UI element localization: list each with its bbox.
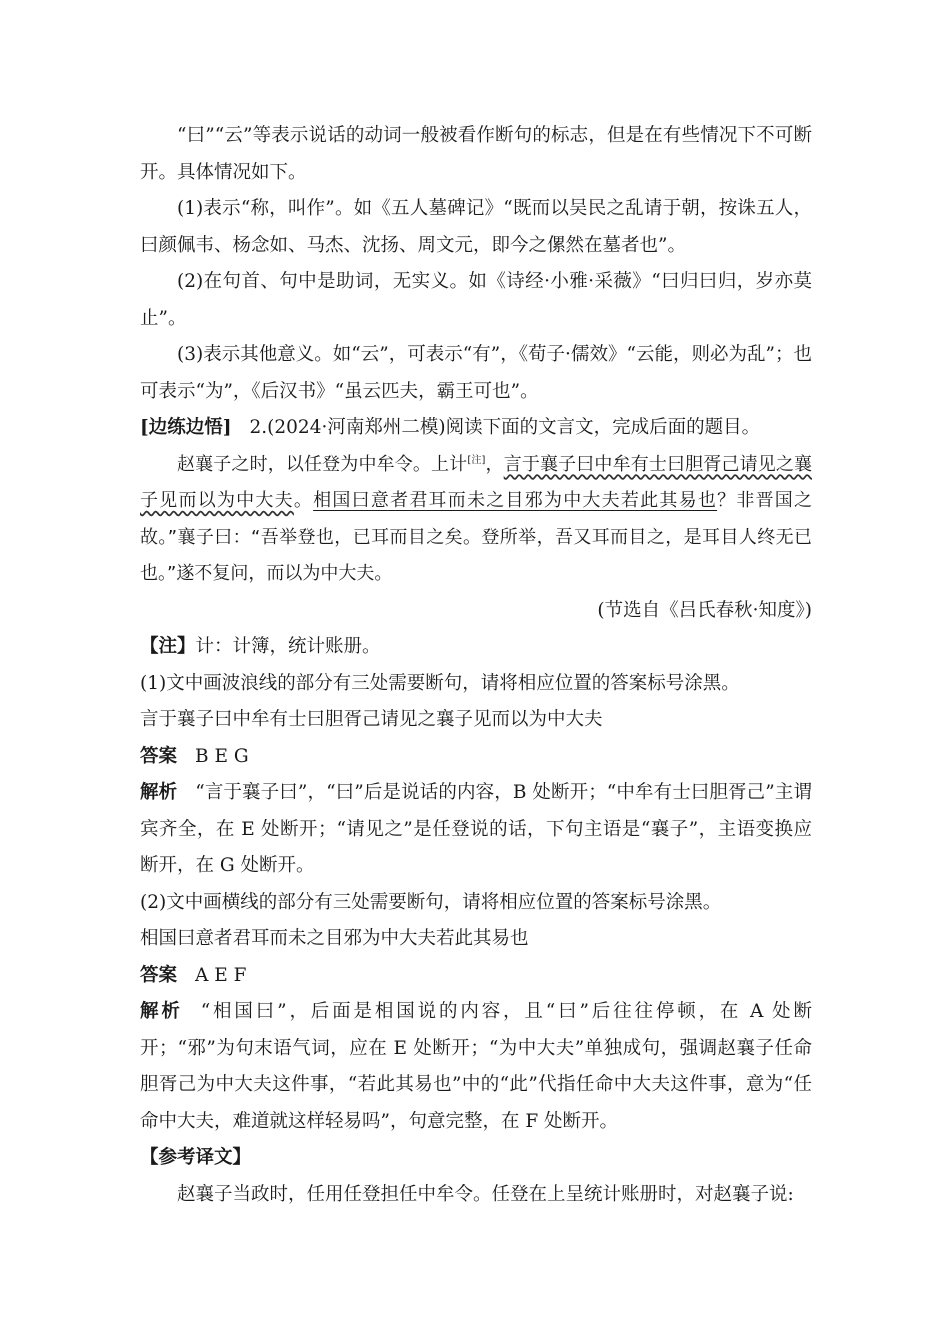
analysis-label: 解析 (140, 782, 178, 803)
note-label: 【注】 (140, 636, 196, 657)
intro-paragraph-3: (2)在句首、句中是助词，无实义。如《诗经·小雅·采薇》“曰归曰归，岁亦莫止”。 (140, 271, 812, 329)
answer-label: 答案 (140, 964, 178, 986)
intro-paragraph-4: (3)表示其他意义。如“云”，可表示“有”，《荀子·儒效》“云能，则必为乱”；也可表示“为”，《后汉书》“虽云匹夫，霸王可也”。 (140, 344, 812, 402)
question-2-analysis (140, 994, 812, 1140)
passage-text-2: ， (485, 453, 504, 475)
answer-value: A E F (195, 964, 247, 986)
underlined-text: 相国曰意者君耳而未之目邪为中大夫若此其易也 (313, 490, 718, 511)
wavy-underlined-text: 言于襄子曰中牟有士曰胆胥己请见之襄子见而以为中大夫 (140, 453, 813, 511)
passage-text-4: ？非晋国之故。”襄子曰：“吾举登也，已耳而目之矣。登所举，吾又耳而目之，是耳目人终无已也。”遂不复问，而以为中大夫。 (140, 490, 813, 584)
question-1-sentence: 言于襄子曰中牟有士曰胆胥己请见之襄子见而以为中大夫 (140, 709, 603, 730)
translation-text: 赵襄子当政时，任用任登担任中牟令。任登在上呈统计账册时，对赵襄子说: (177, 1183, 794, 1205)
note-marker: [注] (467, 454, 486, 466)
passage-text-3: 。 (293, 490, 314, 511)
question-1: (1)文中画波浪线的部分有三处需要断句，请将相应位置的答案标号涂黑。 (140, 672, 740, 694)
note-text: 计：计簿，统计账册。 (195, 636, 381, 657)
translation-label: 【参考译文】 (140, 1147, 252, 1168)
question-1-analysis (140, 775, 812, 885)
answer-label: 答案 (140, 745, 178, 767)
exercise-title: 2.(2024·河南郑州二模)阅读下面的文言文，完成后面的题目。 (249, 417, 761, 438)
answer-value: B E G (195, 745, 249, 767)
question-2-answer (140, 958, 812, 995)
passage-text-1: 赵襄子之时，以任登为中牟令。上计 (177, 453, 468, 475)
analysis-text: “言于襄子曰”，“曰”后是说话的内容，B 处断开；“中牟有士曰胆胥己”主谓宾齐全，在 E 处断开；“请见之”是任登说的话，下句主语是“襄子”，主语变换应断开，在 G 处断开。 (140, 782, 812, 876)
classical-passage (140, 447, 812, 593)
exercise-heading (140, 410, 812, 447)
analysis-text: “相国曰”，后面是相国说的内容，且“曰”后往往停顿，在 A 处断开；“邪”为句末语气词，应在 E 处断开；“为中大夫”单独成句，强调赵襄子任命胆胥己为中大夫这件事，“若此其易也”中的“此”代指任命中大夫这件事，意为“任命中大夫，难道就这样轻易吗”，句意完整，在 F 处断开。 (140, 1001, 812, 1132)
question-1-answer (140, 739, 812, 776)
question-2: (2)文中画横线的部分有三处需要断句，请将相应位置的答案标号涂黑。 (140, 891, 722, 913)
intro-paragraph-2: (1)表示“称，叫作”。如《五人墓碑记》“既而以吴民之乱请于朝，按诛五人，曰颜佩韦、杨念如、马杰、沈扬、周文元，即今之傫然在墓者也”。 (140, 198, 812, 256)
analysis-label: 解析 (140, 1001, 183, 1022)
document-page (140, 118, 812, 1213)
passage-source: (节选自《吕氏春秋·知度》) (597, 599, 812, 621)
exercise-tag: [边练边悟] (140, 417, 232, 438)
intro-paragraph-1: “曰”“云”等表示说话的动词一般被看作断句的标志，但是在有些情况下不可断开。具体情况如下。 (140, 125, 812, 183)
question-2-sentence: 相国曰意者君耳而未之目邪为中大夫若此其易也 (140, 928, 529, 949)
note-line (140, 629, 812, 666)
